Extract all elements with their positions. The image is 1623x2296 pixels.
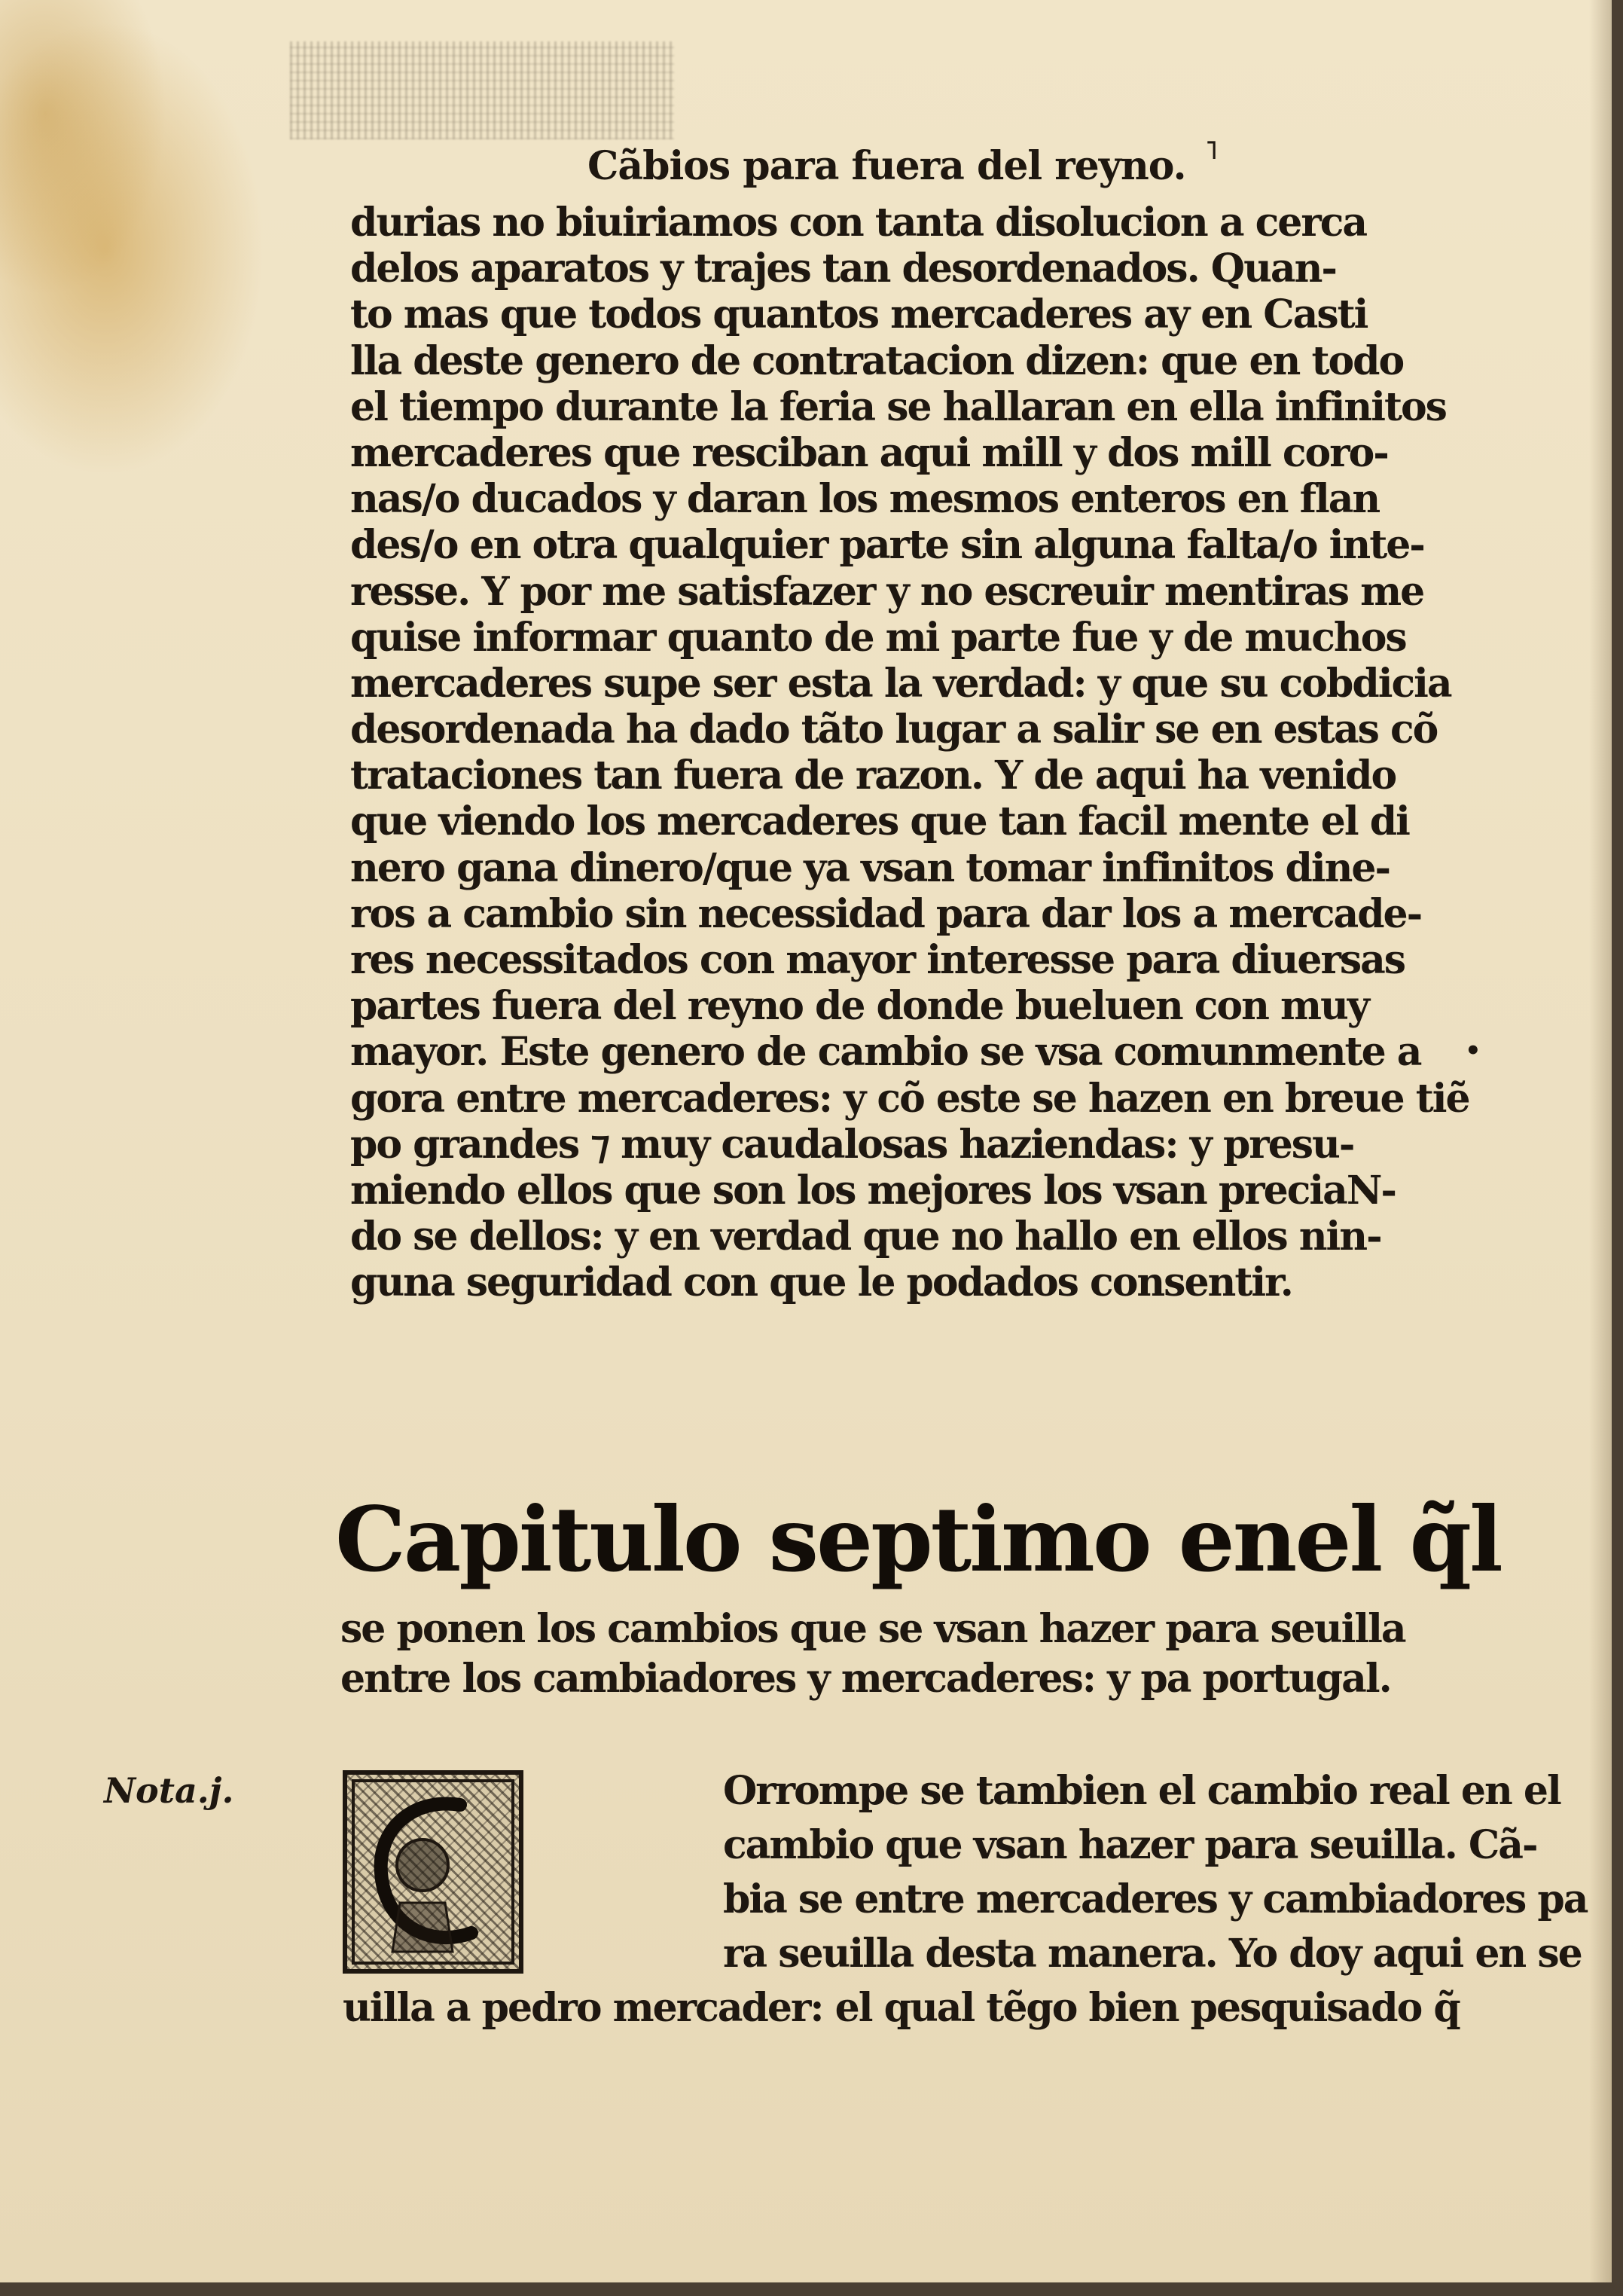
text-line: Orrompe se tambien el cambio real en el [723, 1768, 1560, 1814]
text-line: quise informar quanto de mi parte fue y de muchos [350, 614, 1406, 661]
text-line: que viendo los mercaderes que tan facil mente el di [350, 798, 1409, 845]
decorated-initial-woodcut [343, 1770, 523, 1974]
text-line: to mas que todos quantos mercaderes ay en Casti [350, 292, 1368, 338]
text-line: entre los cambiadores y mercaderes: y pa portugal. [340, 1656, 1391, 1702]
text-line: cambio que vsan hazer para seuilla. Cã- [723, 1822, 1537, 1868]
text-line: bia se entre mercaderes y cambiadores pa [723, 1876, 1588, 1922]
text-line: mercaderes que resciban aqui mill y dos mill coro- [350, 429, 1388, 476]
text-line: durias no biuiriamos con tanta disolucion a cerca [350, 200, 1367, 246]
text-line: nero gana dinero/que ya vsan tomar infinitos dine- [350, 844, 1390, 891]
page-edge-shadow [1589, 0, 1612, 2282]
scan-background [0, 2282, 1623, 2296]
text-line: po grandes ⁊ muy caudalosas haziendas: y presu- [350, 1121, 1354, 1168]
scan-background [1612, 0, 1623, 2296]
text-line: ra seuilla desta manera. Yo doy aqui en se [723, 1931, 1582, 1977]
text-line: des/o en otra qualquier parte sin alguna falta/o inte- [350, 522, 1424, 569]
text-line: mayor. Este genero de cambio se vsa comunmente a [350, 1029, 1421, 1076]
text-line: mercaderes supe ser esta la verdad: y que su cobdicia [350, 660, 1451, 707]
text-line: nas/o ducados y daran los mesmos enteros en flan [350, 476, 1380, 523]
text-line: resse. Y por me satisfazer y no escreuir mentiras me [350, 568, 1424, 615]
opening-paragraph [343, 1764, 1588, 2035]
text-line: miendo ellos que son los mejores los vsan preciaN- [350, 1167, 1396, 1214]
text-line: desordenada ha dado tãto lugar a salir se en estas cõ [350, 707, 1438, 753]
text-line: uilla a pedro mercader: el qual tẽgo bien pesquisado q̃ [343, 1985, 1460, 2031]
text-line: el tiempo durante la feria se hallaran en ella infinitos [350, 383, 1446, 430]
text-line: do se dellos: y en verdad que no hallo en ellos nin- [350, 1214, 1381, 1260]
text-line: se ponen los cambios que se vsan hazer para seuilla [340, 1606, 1405, 1652]
body-text-block [350, 200, 1469, 1306]
chapter-subtitle [340, 1604, 1405, 1704]
text-line: partes fuera del reyno de donde bueluen con muy [350, 983, 1369, 1030]
text-line: ros a cambio sin necessidad para dar los a mercade- [350, 890, 1422, 937]
text-line: guna seguridad con que le podados consentir. [350, 1259, 1292, 1306]
woodcut-initial-icon [347, 1775, 519, 1969]
print-mark: ˥ [1205, 136, 1218, 166]
text-line: delos aparatos y trajes tan desordenados. Quan- [350, 246, 1336, 292]
ink-smudge [290, 41, 674, 139]
chapter-heading: Capitulo septimo enel q̃l [335, 1487, 1501, 1592]
text-line: trataciones tan fuera de razon. Y de aqui ha venido [350, 753, 1396, 799]
running-header: Cãbios para fuera del reyno. [587, 143, 1186, 189]
text-line: lla deste genero de contratacion dizen: que en todo [350, 337, 1404, 384]
text-line: res necessitados con mayor interesse para diuersas [350, 937, 1405, 983]
marginal-note: Nota.j. [104, 1770, 234, 1811]
text-line: gora entre mercaderes: y cõ este se hazen en breue tiẽ [350, 1075, 1469, 1122]
print-mark: • [1465, 1036, 1481, 1066]
